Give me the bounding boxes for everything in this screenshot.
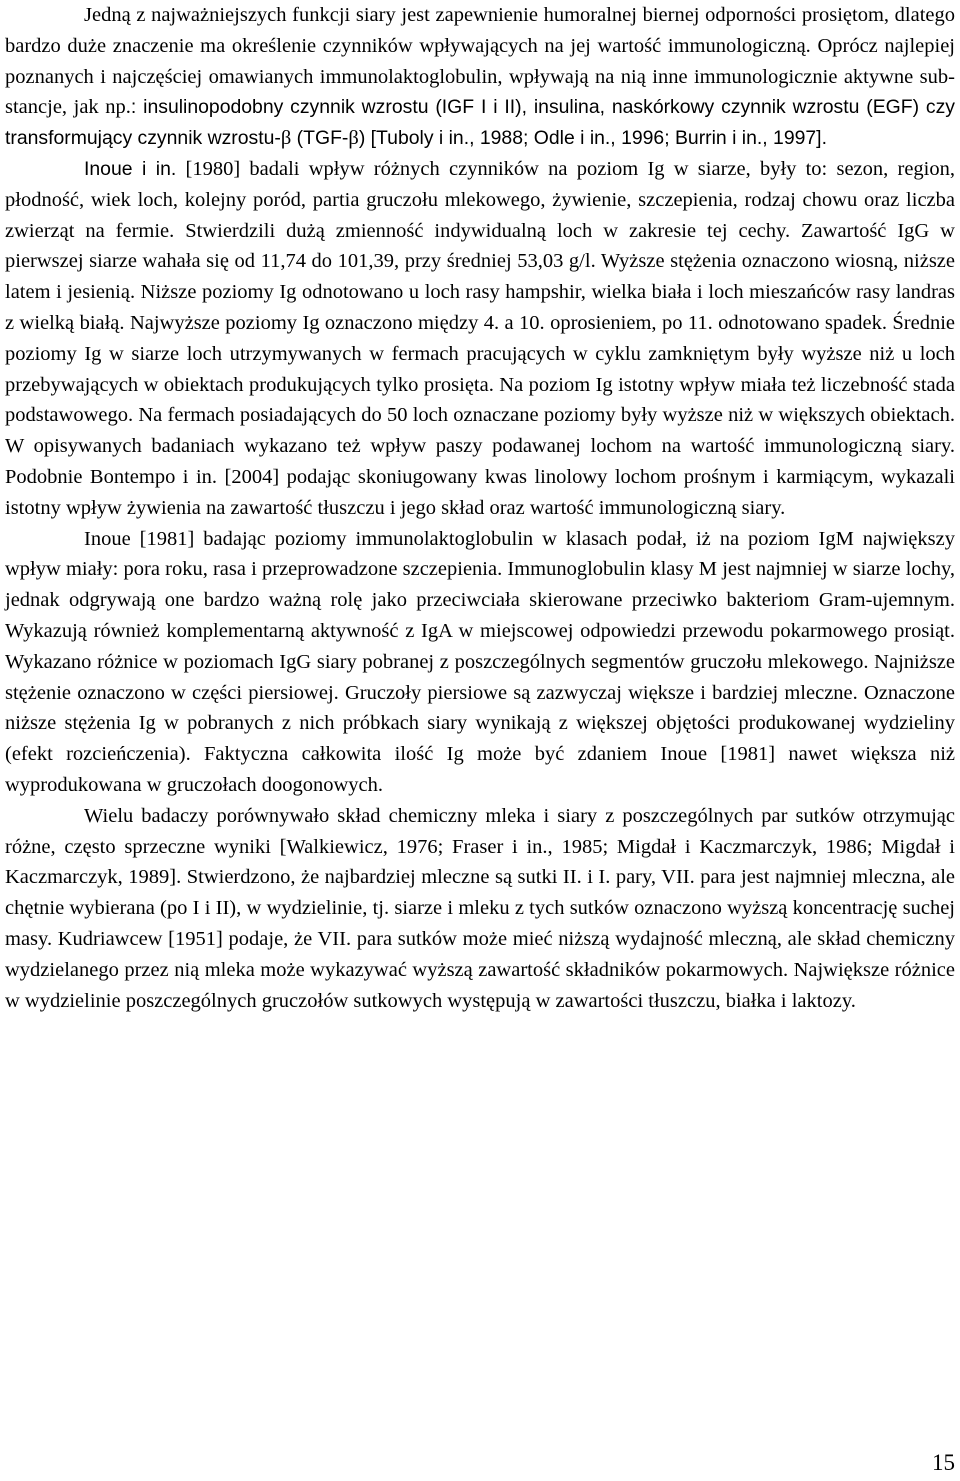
paragraph-1-text-4: ) [Tuboly i in., 1988; Odle i in., 1996; Burrin i in., 1997]. — [358, 127, 827, 150]
paragraph-2-citation: Inoue i in. — [84, 157, 177, 180]
paragraph-4 — [5, 801, 955, 1017]
page-number: 15 — [932, 1450, 955, 1475]
paragraph-1 — [5, 0, 955, 154]
paragraph-1-text-1: Jedną z najważniejszych funkcji siary jest zapewnienie humoralnej biernej odporności prosiętom, dlatego bardzo duże znaczenie ma określenie czynników wpływających na jej wartość immunologiczną. Oprócz najlepiej poznanych i najczęściej omawianych immunolaktoglobulin, wpływają na nią inne immunologicznie aktywne substancje, jak np. — [5, 4, 955, 119]
paragraph-3-text: Inoue [1981] badając poziomy immunolaktoglobulin w klasach podał, iż na poziom IgM największy wpływ miały: pora roku, rasa i przeprowadzone szczepienia. Immunoglobulin klasy M jest najmniej w siarze lochy, jednak odgrywają one bardzo ważną rolę jako przeciwciała skierowane przeciwko bakteriom Gram-ujemnym. Wykazują również komplementarną aktywność z IgA w miejscowej odpowiedzi przewodu pokarmowego prosiąt. Wykazano różnice w poziomach IgG siary pobranej z poszczególnych segmentów gruczołu mlekowego. Najniższe stężenie oznaczono w części piersiowej. Gruczoły piersiowe są zazwyczaj większe i bardziej mleczne. Oznaczone niższe stężenia Ig w pobranych z nich próbkach siary wynikają z większej objętości produkowanej wydzieliny (efekt rozcieńczenia). Faktyczna całkowita ilość Ig może być zdaniem Inoue [1981] nawet większa niż wyprodukowana w gruczołach doogonowych. — [5, 527, 955, 796]
beta-symbol: β — [280, 127, 292, 150]
paragraph-2-text: [1980] badali wpływ różnych czynników na poziom Ig w siarze, były to: sezon, region, płodność, wiek loch, kolejny poród, partia gruczołu mlekowego, żywienie, szczepienia, rodzaj chowu oraz liczba zwierząt na fermie. Stwierdzili dużą zmienność indywidualną loch w zakresie tej cechy. Zawartość IgG w pierwszej siarze wahała się od 11,74 do 101,39, przy średniej 53,03 g/l. Wyższe stężenia oznaczono wiosną, niższe latem i jesienią. Niższe poziomy Ig odnotowano u loch rasy hampshir, wielka biała i loch mieszańców rasy landras z wielką białą. Najwyższe poziomy Ig oznaczono między 4. a 10. oprosieniem, po 11. odnotowano spadek. Średnie poziomy Ig w siarze loch utrzymywanych w fermach pracujących w cyklu zamkniętym były wyższe niż u loch przebywających w obiektach produkujących tylko prosięta. Na poziom Ig istotny wpływ miała też liczebność stada podstawowego. Na fermach posiadających do 50 loch oznaczane poziomy były wyższe niż w większych obiektach. W opisywanych badaniach wykazano też wpływ paszy podawanej lochom na wartość immunologiczną siary. Podobnie Bontempo i in. [2004] podając skoniugowany kwas linolowy lochom prośnym i karmiącym, wykazali istotny wpływ żywienia na zawartość tłuszczu i jego skład oraz wartość immunologiczną siary. — [5, 157, 955, 519]
paragraph-2 — [5, 154, 955, 524]
paragraph-1-text-3: (TGF- — [291, 127, 349, 150]
paragraph-3 — [5, 524, 955, 801]
beta-symbol: β — [348, 127, 359, 150]
document-body — [5, 0, 955, 1016]
paragraph-4-text: Wielu badaczy porównywało skład chemiczny mleka i siary z poszczególnych par sutków otrzymując różne, często sprzeczne wyniki [Walkiewicz, 1976; Fraser i in., 1985; Migdał i Kaczmarczyk, 1986; Migdał i Kaczmarczyk, 1989]. Stwierdzono, że najbardziej mleczne są sutki II. i I. pary, VII. para jest najmniej mleczna, ale chętnie wybierana (po I i II), w wydzielinie, tj. siarze i mleku z tych sutków oznaczono wyższą koncentrację suchej masy. Kudriawcew [1951] podaje, że VII. para sutków może mieć niższą wydajność mleczną, ale skład chemiczny wydzielanego przez nią mleka może wykazywać wyższą zawartość składników pokarmowych. Największe różnice w wydzielinie poszczególnych gruczołów sutkowych występują w zawartości tłuszczu, białka i laktozy. — [5, 804, 955, 1012]
paragraph-1-text-2: : insulinopodobny czynnik wzrostu (IGF I i II), insulina, naskórkowy czynnik wzrostu (EGF) czy transformujący czynnik wzrostu- — [5, 96, 955, 150]
